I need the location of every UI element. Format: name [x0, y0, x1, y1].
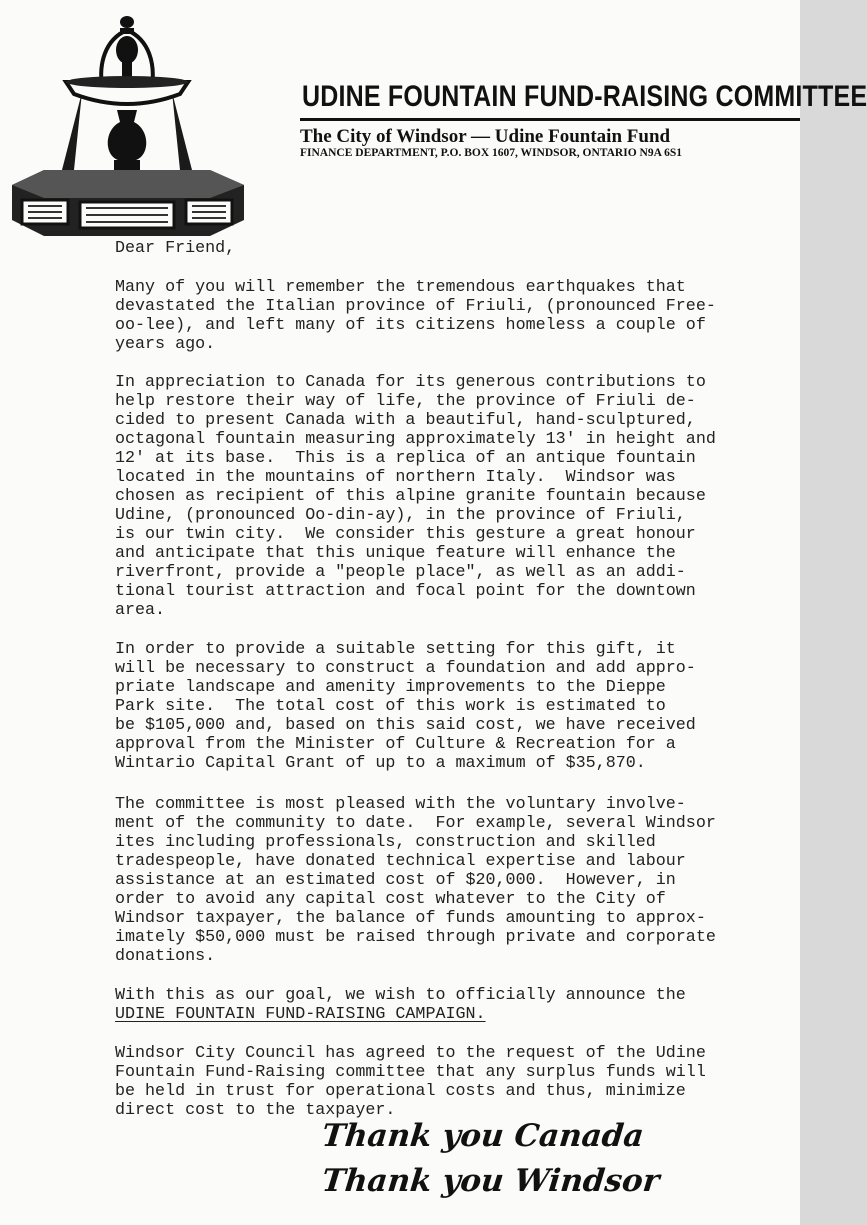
body-line: chosen as recipient of this alpine granite fountain because	[115, 487, 706, 506]
body-line: be held in trust for operational costs and thus, minimize	[115, 1082, 686, 1101]
body-line: ment of the community to date. For example, several Windsor	[115, 814, 716, 833]
body-line: located in the mountains of northern Italy. Windsor was	[115, 468, 676, 487]
salutation: Dear Friend,	[115, 239, 236, 258]
body-line: area.	[115, 601, 166, 620]
body-line: help restore their way of life, the province of Friuli de-	[115, 392, 696, 411]
body-line: riverfront, provide a "people place", as well as an addi-	[115, 563, 686, 582]
body-line: Windsor City Council has agreed to the request of the Udine	[115, 1044, 706, 1063]
letterhead-rule	[300, 118, 800, 121]
body-line: be $105,000 and, based on this said cost, we have received	[115, 716, 696, 735]
body-line: will be necessary to construct a foundation and add appro-	[115, 659, 696, 678]
body-line: assistance at an estimated cost of $20,000. However, in	[115, 871, 676, 890]
body-line: devastated the Italian province of Friuli, (pronounced Free-	[115, 297, 716, 316]
letterhead-subtitle: The City of Windsor — Udine Fountain Fund	[300, 126, 671, 147]
body-line: 12' at its base. This is a replica of an antique fountain	[115, 449, 696, 468]
body-line: tional tourist attraction and focal point for the downtown	[115, 582, 696, 601]
fountain-icon	[4, 10, 250, 238]
body-line: tradespeople, have donated technical expertise and labour	[115, 852, 686, 871]
body-line: Udine, (pronounced Oo-din-ay), in the province of Friuli,	[115, 506, 686, 525]
body-line: priate landscape and amenity improvements to the Dieppe	[115, 678, 666, 697]
body-line: order to avoid any capital cost whatever to the City of	[115, 890, 666, 909]
body-line: Windsor taxpayer, the balance of funds amounting to approx-	[115, 909, 706, 928]
body-line: years ago.	[115, 335, 216, 354]
body-line: is our twin city. We consider this gesture a great honour	[115, 525, 696, 544]
body-line: oo-lee), and left many of its citizens homeless a couple of	[115, 316, 706, 335]
body-line: imately $50,000 must be raised through private and corporate	[115, 928, 716, 947]
letterhead-title: UDINE FOUNTAIN FUND-RAISING COMMITTEE	[302, 80, 867, 114]
body-line: Many of you will remember the tremendous earthquakes that	[115, 278, 686, 297]
body-line: In appreciation to Canada for its generous contributions to	[115, 373, 706, 392]
body-line: Wintario Capital Grant of up to a maximum of $35,870.	[115, 754, 646, 773]
body-line: With this as our goal, we wish to officially announce the	[115, 986, 686, 1005]
body-line: octagonal fountain measuring approximately 13' in height and	[115, 430, 716, 449]
body-line: The committee is most pleased with the voluntary involve-	[115, 795, 686, 814]
body-line: direct cost to the taxpayer.	[115, 1101, 396, 1120]
body-line: cided to present Canada with a beautiful, hand-sculptured,	[115, 411, 696, 430]
closing-line: Thank you Windsor	[320, 1163, 662, 1199]
closing-line: Thank you Canada	[320, 1118, 646, 1154]
body-line: donations.	[115, 947, 216, 966]
body-line: ites including professionals, construction and skilled	[115, 833, 656, 852]
body-line: and anticipate that this unique feature will enhance the	[115, 544, 676, 563]
body-line: Fountain Fund-Raising committee that any surplus funds will	[115, 1063, 706, 1082]
letterhead-address: FINANCE DEPARTMENT, P.O. BOX 1607, WINDSOR, ONTARIO N9A 6S1	[300, 147, 683, 159]
body-line: approval from the Minister of Culture & Recreation for a	[115, 735, 676, 754]
body-line: Park site. The total cost of this work is estimated to	[115, 697, 666, 716]
campaign-name: UDINE FOUNTAIN FUND-RAISING CAMPAIGN.	[115, 1005, 486, 1024]
body-line: In order to provide a suitable setting for this gift, it	[115, 640, 676, 659]
